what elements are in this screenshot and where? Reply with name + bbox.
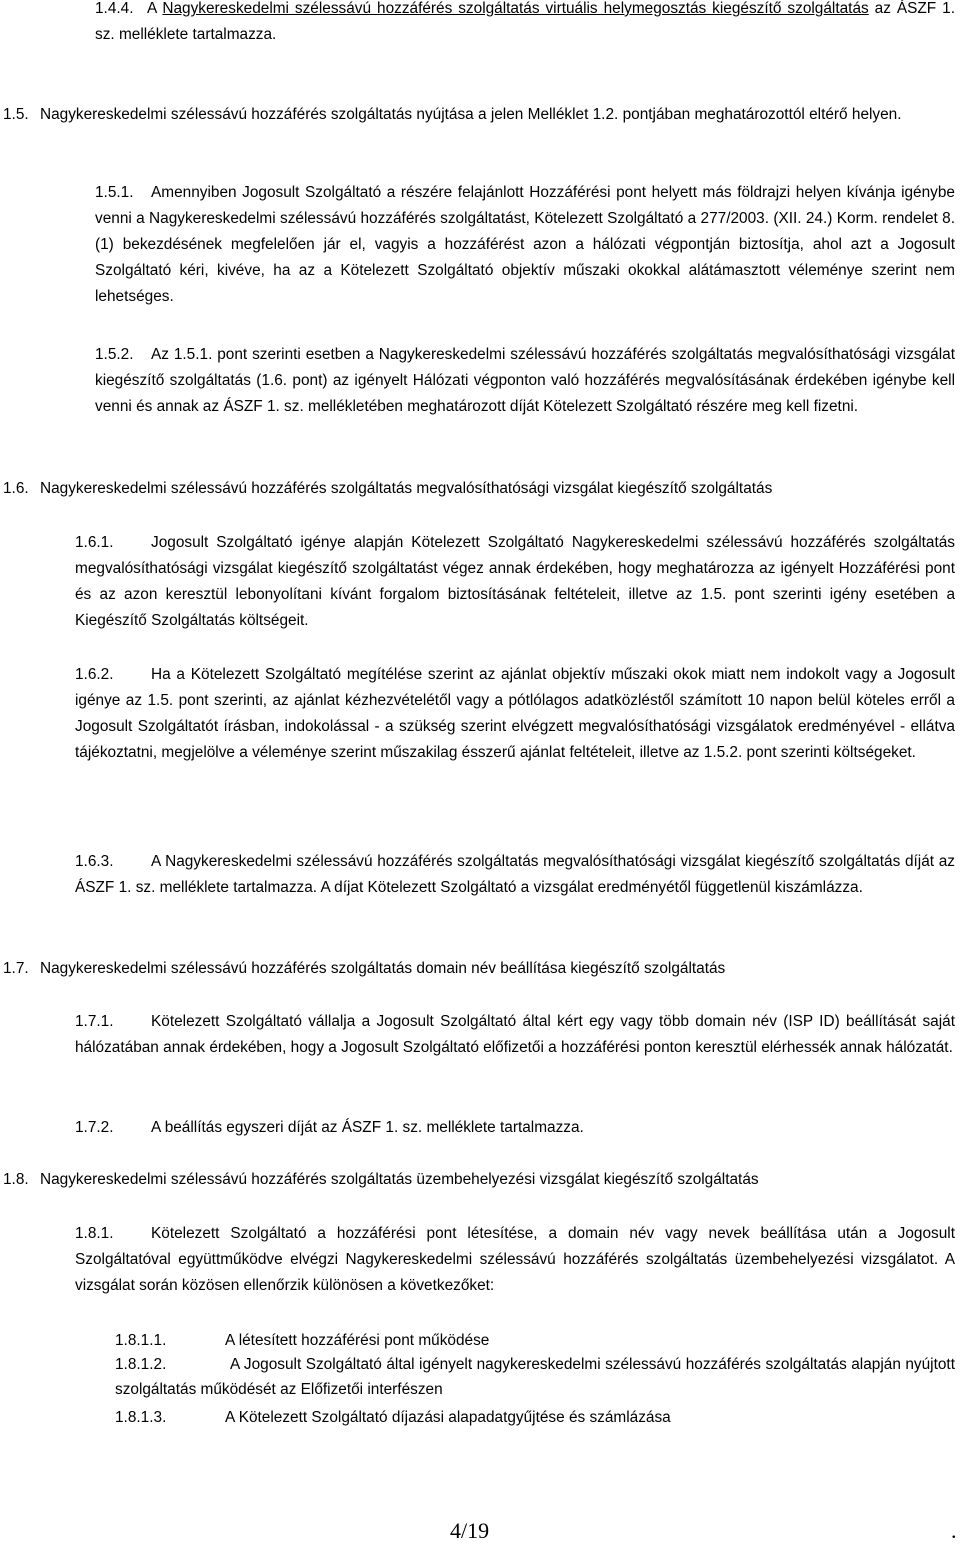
section-text: Az 1.5.1. pont szerinti esetben a Nagykereskedelmi szélessávú hozzáférés szolgáltatás megvalósíthatósági vizsgálat kiegészítő szolgáltatás (1.6. pont) az igényelt Hálózati végponton való hozzáférés megvalósításának érdekében igénybe kell venni és annak az ÁSZF 1. sz. mellékletében meghatározott díját Kötelezett Szolgáltató részére meg kell fizetni. [95,346,955,415]
section-number: 1.4.4. [95,0,134,17]
section-text: Nagykereskedelmi szélessávú hozzáférés szolgáltatás üzembehelyezési vizsgálat kiegészítő szolgáltatás [40,1171,759,1188]
section-1-8-1 [75,1221,955,1299]
section-text: A Nagykereskedelmi szélessávú hozzáférés szolgáltatás megvalósíthatósági vizsgálat kiegészítő szolgáltatás díját az ÁSZF 1. sz. melléklete tartalmazza. A díjat Kötelezett Szolgáltató a vizsgálat eredményétől függetlenül kiszámlázza. [75,853,955,896]
section-number: 1.7. [3,960,29,977]
section-number: 1.8.1.3. [115,1409,167,1426]
section-link-text: Nagykereskedelmi szélessávú hozzáférés szolgáltatás virtuális helymegosztás kiegészítő szolgáltatás [162,0,869,17]
section-text: Ha a Kötelezett Szolgáltató megítélése szerint az ajánlat objektív műszaki okok miatt nem indokolt vagy a Jogosult igénye az 1.5. pont szerinti, az ajánlat kézhezvételétől vagy a pótlólagos adatközléstől számított 10 napon belül köteles erről a Jogosult Szolgáltatót írásban, indokolással - a szükség szerint elvégzett megvalósíthatósági vizsgálatok eredményével - ellátva tájékoztatni, megjelölve a véleménye szerint műszakilag ésszerű ajánlat feltételeit, illetve az 1.5.2. pont szerinti költségeket. [75,666,955,761]
section-number: 1.6.3. [75,853,114,870]
section-text: A Jogosult Szolgáltató által igényelt nagykereskedelmi szélessávú hozzáférés szolgáltatás alapján nyújtott szolgáltatás működését az Előfizetői interfészen [115,1356,955,1398]
section-text: Kötelezett Szolgáltató vállalja a Jogosult Szolgáltató által kért egy vagy több domain név (ISP ID) beállítását saját hálózatában annak érdekében, hogy a Jogosult Szolgáltató előfizetői a hozzáférési ponton keresztül elérhessék annak hálózatát. [75,1013,955,1056]
section-text: Amennyiben Jogosult Szolgáltató a részére felajánlott Hozzáférési pont helyett más földrajzi helyen kívánja igénybe venni a Nagykereskedelmi szélessávú hozzáférés szolgáltatást, Kötelezett Szolgáltató a 277/2003. (XII. 24.) Korm. rendelet 8. (1) bekezdésének megfelelően jár el, vagyis a hozzáférést azon a hálózati végpontján biztosítja, ahol azt a Jogosult Szolgáltató kéri, kivéve, ha az a Kötelezett Szolgáltató objektív műszaki okokkal alátámasztott véleménye szerint nem lehetséges. [95,184,955,305]
section-1-6-heading [3,478,772,500]
footer-dot: . [951,1518,957,1543]
page-number: 4/19 [450,1518,490,1543]
section-1-5-2 [95,342,955,420]
section-text: Kötelezett Szolgáltató a hozzáférési pont létesítése, a domain név vagy nevek beállítása után a Jogosult Szolgáltatóval együttműködve elvégzi Nagykereskedelmi szélessávú hozzáférés szolgáltatás üzembehelyezési vizsgálatot. A vizsgálat során közösen ellenőrzik különösen a következőket: [75,1225,955,1294]
section-1-4-4: 1.4.4. A Nagykereskedelmi szélessávú hozzáférés szolgáltatás virtuális helymegosztás kiegészítő szolgáltatás az ÁSZF 1. sz. melléklete tartalmazza. [95,0,955,48]
section-number: 1.6.2. [75,666,114,683]
section-1-6-1 [75,530,955,634]
section-1-7-heading [3,958,725,980]
section-1-8-1-3 [115,1407,671,1429]
section-number: 1.7.2. [75,1119,114,1136]
section-number: 1.5. [3,106,29,123]
section-text: Nagykereskedelmi szélessávú hozzáférés szolgáltatás megvalósíthatósági vizsgálat kiegészítő szolgáltatás [40,480,773,497]
section-1-8-heading [3,1169,759,1191]
section-1-6-2 [75,662,955,766]
section-1-8-1-2 [115,1352,955,1402]
section-1-7-2 [75,1117,584,1139]
section-number: 1.8. [3,1171,29,1188]
section-text: A Kötelezett Szolgáltató díjazási alapadatgyűjtése és számlázása [225,1409,671,1426]
section-number: 1.5.2. [95,346,134,363]
section-text: A beállítás egyszeri díját az ÁSZF 1. sz. melléklete tartalmazza. [151,1119,584,1136]
section-text: A létesített hozzáférési pont működése [225,1332,490,1349]
section-number: 1.7.1. [75,1013,114,1030]
section-number: 1.6.1. [75,534,114,551]
section-text: Nagykereskedelmi szélessávú hozzáférés szolgáltatás domain név beállítása kiegészítő szolgáltatás [40,960,726,977]
section-1-8-1-1 [115,1330,489,1352]
section-1-5 [3,102,955,128]
section-number: 1.8.1.2. [115,1356,167,1373]
section-1-5-1 [95,180,955,310]
section-number: 1.5.1. [95,184,134,201]
section-text: Nagykereskedelmi szélessávú hozzáférés szolgáltatás nyújtása a jelen Melléklet 1.2. pontjában meghatározottól eltérő helyen. [40,106,902,123]
section-text: Jogosult Szolgáltató igénye alapján Kötelezett Szolgáltató Nagykereskedelmi szélessávú hozzáférés szolgáltatás megvalósíthatósági vizsgálat kiegészítő szolgáltatást végez annak érdekében, hogy meghatározza az igényelt Hozzáférési pont és az azon keresztül lebonyolítani kívánt forgalom biztosításának feltételeit, illetve az 1.5. pont szerinti igény esetében a Kiegészítő Szolgáltatás költségeit. [75,534,955,629]
section-1-7-1 [75,1009,955,1061]
section-1-6-3 [75,849,955,901]
section-number: 1.8.1.1. [115,1332,167,1349]
section-number: 1.6. [3,480,29,497]
section-number: 1.8.1. [75,1225,114,1242]
